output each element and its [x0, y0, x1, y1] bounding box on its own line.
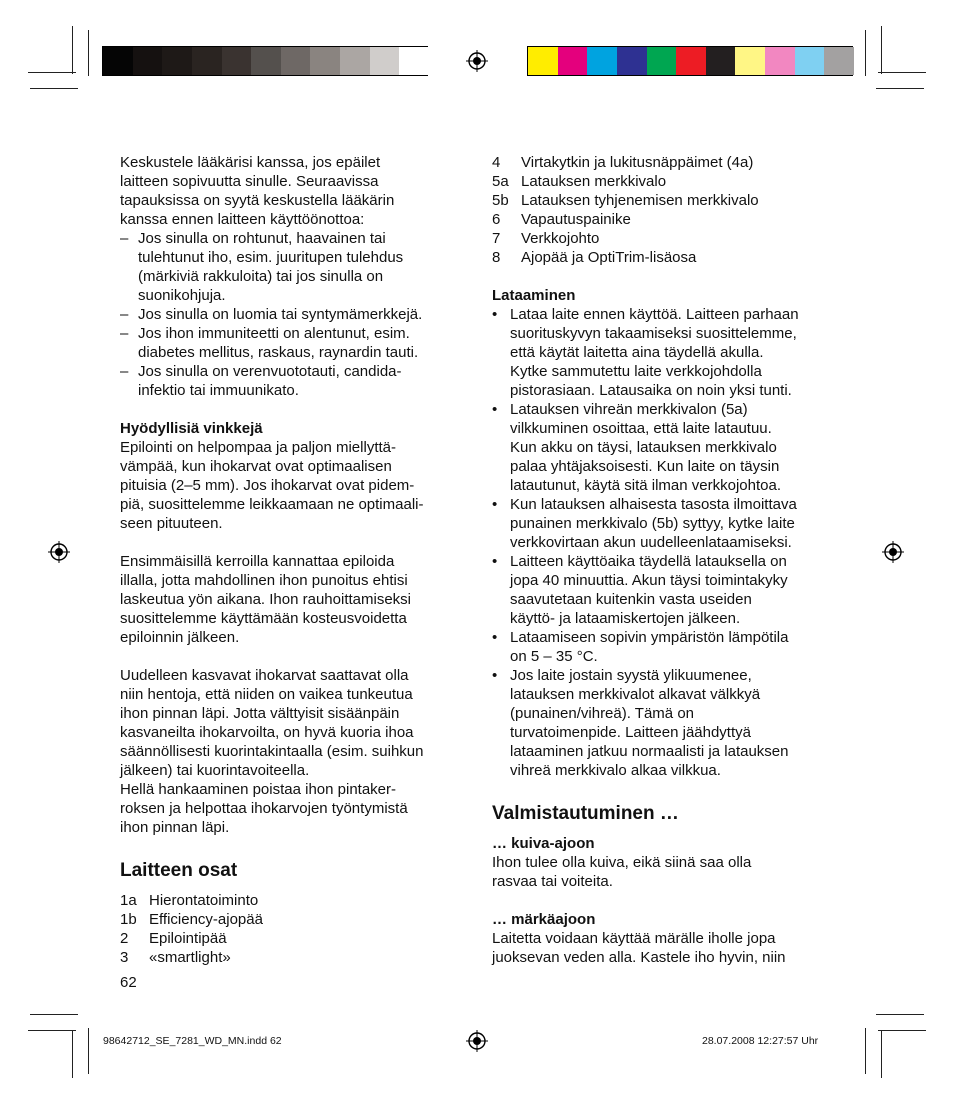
parts-list: [120, 891, 470, 967]
text-line: pistorasiaan. Latausaika on noin yksi tunti.: [510, 382, 792, 399]
text-line: Jos sinulla on luomia tai syntymämerkkejä.: [138, 306, 423, 323]
part-number: 2: [120, 930, 129, 947]
text-line: pituisia (2–5 mm). Jos ihokarvat ovat pidem-: [120, 477, 415, 494]
part-label: Latauksen merkkivalo: [521, 173, 667, 190]
part-label: Epilointipää: [149, 930, 227, 947]
text-line: vämpää, kun ihokarvat ovat optimaalisen: [120, 458, 392, 475]
text-line: latautunut, käytä sitä ilman verkkojohtoa.: [510, 477, 781, 494]
intro-paragraph: [120, 153, 470, 229]
text-line: ihon pinnan läpi.: [120, 819, 230, 836]
part-label: Vapautuspainike: [521, 211, 631, 228]
color-swatch: [222, 47, 252, 75]
dash-list-item: [120, 362, 470, 400]
page-number: 62: [120, 974, 137, 991]
bullet-list-item: [492, 666, 852, 780]
part-number: 5b: [492, 192, 509, 209]
parts-list-item: [492, 153, 852, 172]
text-line: Kun latauksen alhaisesta tasosta ilmoittava: [510, 496, 797, 513]
text-line: illalla, jotta mahdollinen ihon punoitus ehtisi: [120, 572, 408, 589]
text-line: jopa 40 minuuttia. Akun täysi toimintakyky: [510, 572, 788, 589]
footer-timestamp: 28.07.2008 12:27:57 Uhr: [702, 1035, 819, 1047]
text-line: piä, suosittelemme leikkaamaan ne optimaali-: [120, 496, 424, 513]
list-marker: –: [120, 363, 129, 380]
text-line: infektio tai immuunikato.: [138, 382, 299, 399]
text-line: (punainen/vihreä). Tämä on: [510, 705, 694, 722]
bullet-list-item: [492, 400, 852, 495]
color-swatch: [795, 47, 825, 75]
text-line: rasvaa tai voiteita.: [492, 873, 613, 890]
text-line: saavutetaan kuitenkin vasta useiden: [510, 591, 752, 608]
color-swatch: [281, 47, 311, 75]
parts-list-item: [492, 229, 852, 248]
dash-list-item: [120, 324, 470, 362]
prep-heading: Valmistautuminen …: [492, 803, 679, 824]
text-line: käyttö- ja lataamiskertojen jälkeen.: [510, 610, 741, 627]
color-swatch: [765, 47, 795, 75]
color-swatch: [103, 47, 133, 75]
text-line: Kytke sammutettu laite verkkojohdolla: [510, 363, 762, 380]
registration-mark-icon: [466, 50, 488, 72]
part-label: Virtakytkin ja lukitusnäppäimet (4a): [521, 154, 754, 171]
text-line: tulehtunut iho, esim. juuritupen tulehdus: [138, 249, 404, 266]
part-label: «smartlight»: [149, 949, 231, 966]
text-line: Jos ihon immuniteetti on alentunut, esim.: [138, 325, 410, 342]
color-swatch: [162, 47, 192, 75]
color-swatch: [735, 47, 765, 75]
text-line: epiloinnin jälkeen.: [120, 629, 240, 646]
list-marker: •: [492, 496, 498, 513]
tips-paragraph-2: [120, 552, 470, 647]
parts-list-item: [492, 210, 852, 229]
bullet-list-item: [492, 628, 852, 666]
tips-heading: Hyödyllisiä vinkkejä: [120, 420, 263, 437]
list-marker: •: [492, 401, 498, 418]
part-label: Hierontatoiminto: [149, 892, 259, 909]
text-line: Laitetta voidaan käyttää märälle iholle jopa: [492, 930, 776, 947]
parts-list-item: [120, 948, 470, 967]
list-marker: •: [492, 629, 498, 646]
color-swatch: [192, 47, 222, 75]
color-swatch: [133, 47, 163, 75]
text-line: Ensimmäisillä kerroilla kannattaa epiloida: [120, 553, 395, 570]
part-label: Ajopää ja OptiTrim-lisäosa: [521, 249, 697, 266]
list-marker: •: [492, 306, 498, 323]
part-number: 4: [492, 154, 501, 171]
text-line: Jos sinulla on rohtunut, haavainen tai: [138, 230, 386, 247]
prep-section: [492, 834, 852, 967]
text-line: jälkeen) tai kuorintavoiteella.: [120, 762, 310, 779]
text-line: Epilointi on helpompaa ja paljon miellyttä-: [120, 439, 396, 456]
list-marker: –: [120, 325, 129, 342]
text-line: vihreä merkkivalo alkaa vilkkua.: [510, 762, 721, 779]
text-line: Lataa laite ennen käyttöä. Laitteen parhaan: [510, 306, 799, 323]
text-line: verkkovirtaan akun uudelleenlataamiseksi.: [510, 534, 792, 551]
grayscale-color-bar: [102, 46, 428, 76]
color-swatch: [587, 47, 617, 75]
text-line: säännöllisesti kuorintakintaalla (esim. suihkun: [120, 743, 424, 760]
text-line: Jos sinulla on verenvuototauti, candida-: [138, 363, 402, 380]
right-column: [492, 153, 852, 780]
text-line: Latauksen vihreän merkkivalon (5a): [510, 401, 748, 418]
list-marker: –: [120, 230, 129, 247]
part-number: 7: [492, 230, 501, 247]
text-line: Jos laite jostain syystä ylikuumenee,: [510, 667, 752, 684]
footer-filename: 98642712_SE_7281_WD_MN.indd 62: [103, 1035, 282, 1047]
text-line: laitteen sopivuutta sinulle. Seuraavissa: [120, 173, 379, 190]
color-swatch: [647, 47, 677, 75]
color-swatch: [824, 47, 854, 75]
part-label: Latauksen tyhjenemisen merkkivalo: [521, 192, 759, 209]
charging-heading: Lataaminen: [492, 287, 576, 304]
bullet-list-item: [492, 305, 852, 400]
text-line: (märkiviä rakkuloita) tai jos sinulla on: [138, 268, 384, 285]
color-swatch: [528, 47, 558, 75]
text-line: on 5 – 35 °C.: [510, 648, 598, 665]
registration-mark-icon: [48, 541, 70, 563]
bullet-list-item: [492, 552, 852, 628]
text-line: että käytät laitetta aina täydellä akulla.: [510, 344, 764, 361]
list-marker: •: [492, 667, 498, 684]
parts-heading: Laitteen osat: [120, 860, 238, 881]
color-swatch: [676, 47, 706, 75]
text-line: juoksevan veden alla. Kastele iho hyvin, niin: [492, 949, 786, 966]
text-line: Laitteen käyttöaika täydellä latauksella on: [510, 553, 787, 570]
color-swatch: [310, 47, 340, 75]
text-line: suonikohjuja.: [138, 287, 226, 304]
text-line: niin hentoja, että niiden on vaikea tunkeutua: [120, 686, 413, 703]
parts-list-item: [492, 172, 852, 191]
text-line: Hellä hankaaminen poistaa ihon pintaker-: [120, 781, 397, 798]
registration-mark-icon: [882, 541, 904, 563]
color-swatch: [399, 47, 429, 75]
list-marker: –: [120, 306, 129, 323]
left-column: [120, 153, 470, 837]
text-line: Lataamiseen sopivin ympäristön lämpötila: [510, 629, 789, 646]
wet-heading: … märkäajoon: [492, 911, 596, 928]
dash-list-item: [120, 305, 470, 324]
dry-heading: … kuiva-ajoon: [492, 835, 595, 852]
text-line: suorituskyvyn takaamiseksi suosittelemme,: [510, 325, 797, 342]
parts-list-item: [120, 910, 470, 929]
color-swatch: [251, 47, 281, 75]
text-line: vilkkuminen osoittaa, että laite latautuu.: [510, 420, 772, 437]
text-line: lataaminen jatkuu normaalisti ja latauksen: [510, 743, 789, 760]
process-color-bar: [527, 46, 853, 76]
text-line: laskeutua yön aikana. Ihon rauhoittamiseksi: [120, 591, 412, 608]
text-line: latauksen merkkivalot alkavat välkkyä: [510, 686, 761, 703]
text-line: punainen merkkivalo (5b) syttyy, kytke laite: [510, 515, 795, 532]
tips-paragraph-3: [120, 666, 470, 837]
part-number: 1b: [120, 911, 137, 928]
text-line: Keskustele lääkärisi kanssa, jos epäilet: [120, 154, 381, 171]
part-number: 1a: [120, 892, 137, 909]
color-swatch: [706, 47, 736, 75]
text-line: ihon pinnan läpi. Jotta välttyisit sisäänpäin: [120, 705, 400, 722]
parts-list-item: [492, 248, 852, 267]
color-swatch: [340, 47, 370, 75]
text-line: palaa yhtäjaksoisesti. Kun laite on täysin: [510, 458, 780, 475]
text-line: tapauksissa on syytä keskustella lääkärin: [120, 192, 395, 209]
tips-paragraph-1: [120, 438, 470, 533]
text-line: Kun akku on täysi, latauksen merkkivalo: [510, 439, 777, 456]
dash-list-item: [120, 229, 470, 305]
parts-list-item: [120, 891, 470, 910]
registration-mark-icon: [466, 1030, 488, 1052]
color-swatch: [370, 47, 400, 75]
part-number: 3: [120, 949, 129, 966]
part-label: Efficiency-ajopää: [149, 911, 263, 928]
part-number: 6: [492, 211, 501, 228]
text-line: turvatoimenpide. Laitteen jäähdyttyä: [510, 724, 751, 741]
text-line: diabetes mellitus, raskaus, raynardin tauti.: [138, 344, 419, 361]
color-swatch: [617, 47, 647, 75]
part-label: Verkkojohto: [521, 230, 600, 247]
text-line: suosittelemme käyttämään kosteusvoidetta: [120, 610, 407, 627]
parts-list-item: [120, 929, 470, 948]
text-line: seen pituuteen.: [120, 515, 223, 532]
text-line: Uudelleen kasvavat ihokarvat saattavat olla: [120, 667, 409, 684]
bullet-list-item: [492, 495, 852, 552]
part-number: 8: [492, 249, 501, 266]
text-line: roksen ja helpottaa ihokarvojen työntymistä: [120, 800, 408, 817]
color-swatch: [558, 47, 588, 75]
text-line: Ihon tulee olla kuiva, eikä siinä saa olla: [492, 854, 752, 871]
part-number: 5a: [492, 173, 509, 190]
text-line: kasvaneilta ihokarvoilta, on hyvä kuoria ihoa: [120, 724, 414, 741]
list-marker: •: [492, 553, 498, 570]
text-line: kanssa ennen laitteen käyttöönottoa:: [120, 211, 365, 228]
parts-list-item: [492, 191, 852, 210]
